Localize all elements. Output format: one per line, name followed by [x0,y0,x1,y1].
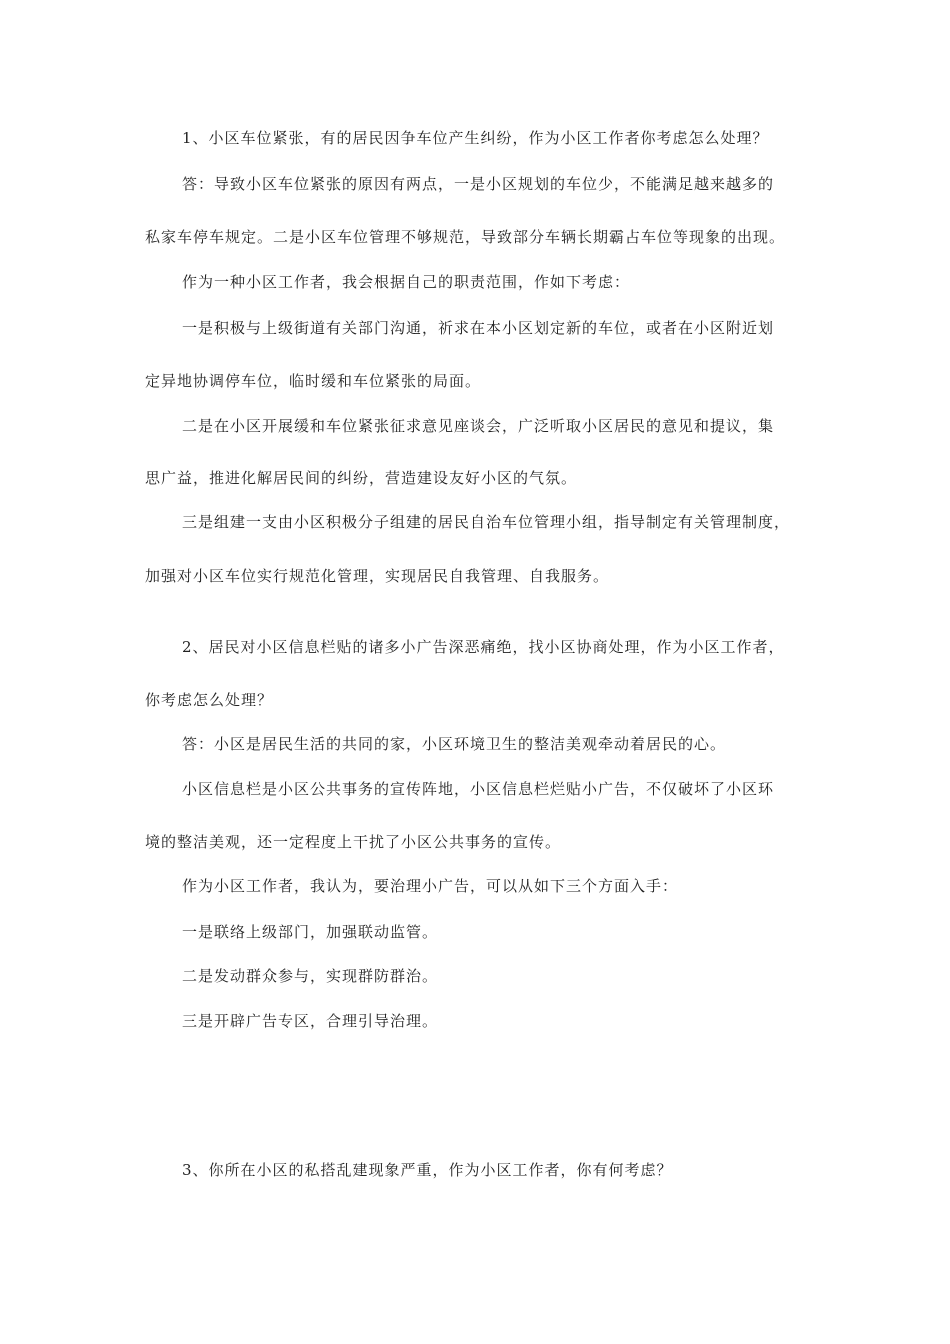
question-1: 1、小区车位紧张，有的居民因争车位产生纠纷，作为小区工作者你考虑怎么处理？ [182,129,769,147]
q1-point-1-line-2: 定异地协调停车位，临时缓和车位紧张的局面。 [145,372,482,390]
q2-answer: 答：小区是居民生活的共同的家，小区环境卫生的整洁美观牵动着居民的心。 [182,735,727,753]
q1-point-3-line-1: 三是组建一支由小区积极分子组建的居民自治车位管理小组，指导制定有关管理制度， [182,513,791,531]
q2-paragraph-line-2: 境的整洁美观，还一定程度上干扰了小区公共事务的宣传。 [145,833,562,851]
q1-point-2-line-1: 二是在小区开展缓和车位紧张征求意见座谈会，广泛听取小区居民的意见和提议，集 [182,417,775,435]
q2-paragraph-line-1: 小区信息栏是小区公共事务的宣传阵地，小区信息栏烂贴小广告，不仅破坏了小区环 [182,780,775,798]
q1-intro: 作为一种小区工作者，我会根据自己的职责范围，作如下考虑： [182,273,631,291]
q2-point-3: 三是开辟广告专区，合理引导治理。 [182,1012,439,1030]
question-3: 3、你所在小区的私搭乱建现象严重，作为小区工作者，你有何考虑？ [182,1161,673,1179]
q2-intro: 作为小区工作者，我认为，要治理小广告，可以从如下三个方面入手： [182,877,679,895]
question-2-line-2: 你考虑怎么处理？ [145,691,274,709]
q2-point-2: 二是发动群众参与，实现群防群治。 [182,967,439,985]
q1-answer-line-2: 私家车停车规定。二是小区车位管理不够规范，导致部分车辆长期霸占车位等现象的出现。 [145,228,786,246]
q1-point-2-line-2: 思广益，推进化解居民间的纠纷，营造建设友好小区的气氛。 [145,469,578,487]
q1-point-3-line-2: 加强对小区车位实行规范化管理，实现居民自我管理、自我服务。 [145,567,610,585]
q1-answer-line-1: 答：导致小区车位紧张的原因有两点，一是小区规划的车位少，不能满足越来越多的 [182,175,775,193]
q1-point-1-line-1: 一是积极与上级街道有关部门沟通，祈求在本小区划定新的车位，或者在小区附近划 [182,319,775,337]
question-2-line-1: 2、居民对小区信息栏贴的诸多小广告深恶痛绝，找小区协商处理，作为小区工作者， [182,638,785,656]
q2-point-1: 一是联络上级部门，加强联动监管。 [182,923,439,941]
